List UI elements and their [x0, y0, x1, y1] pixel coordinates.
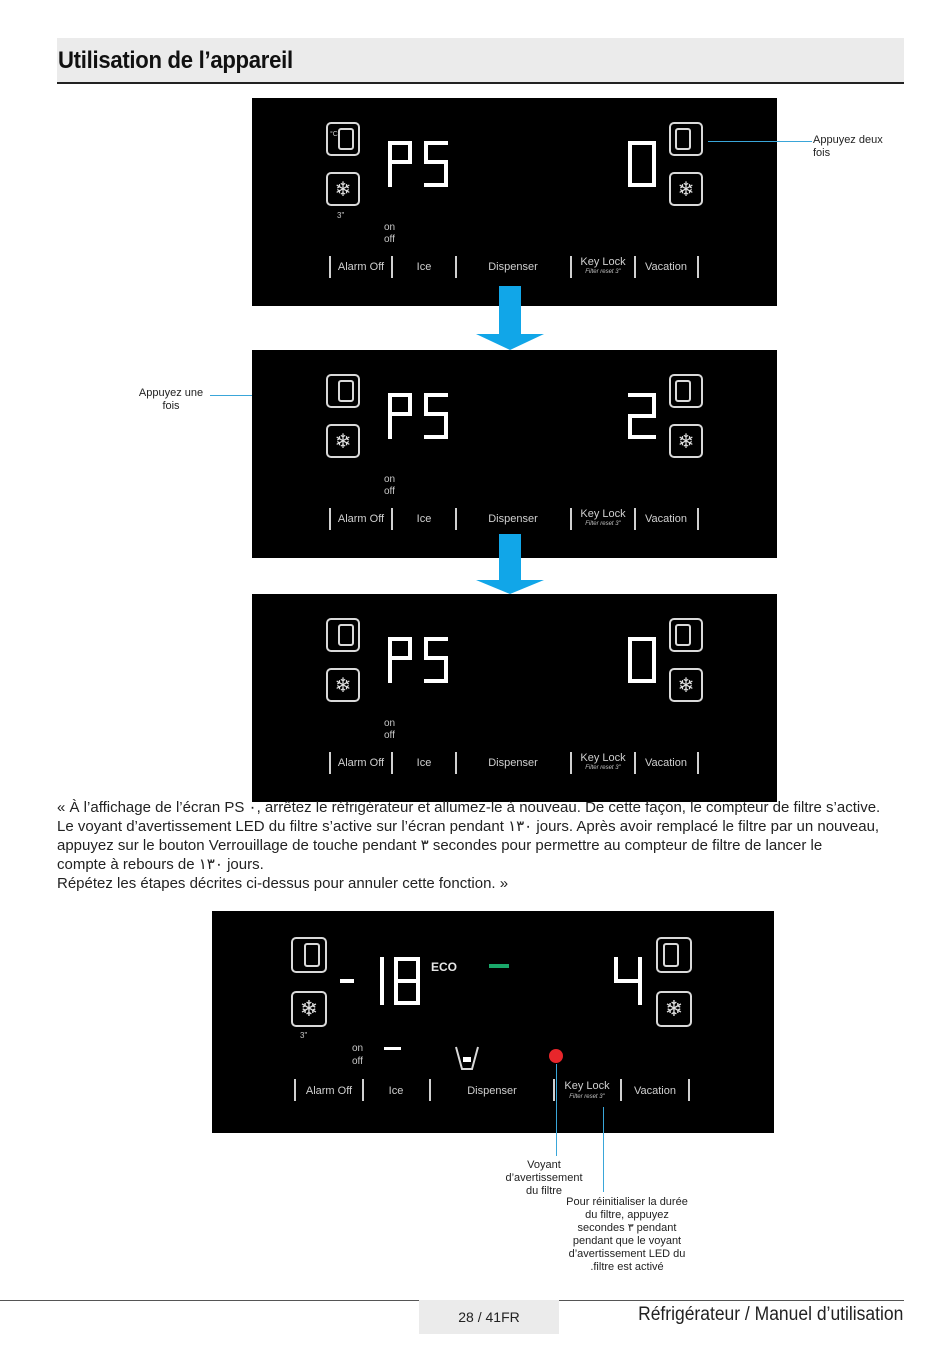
callout-filter-warning: Voyant d’avertissement du filtre [505, 1159, 583, 1197]
freezer-snowflake-icon [327, 173, 359, 205]
panel-2-display [252, 350, 777, 558]
vacation-button: Vacation [645, 261, 687, 273]
freezer-snowflake-icon-right [670, 669, 702, 701]
display-digit-right-2 [628, 393, 656, 439]
down-arrow-head-1 [476, 334, 544, 350]
callout-line-reset [603, 1107, 604, 1192]
display-digit-right-3 [628, 637, 656, 683]
on-off-indicator [384, 1047, 401, 1050]
display-digit-right [628, 141, 656, 187]
control-panel-normal [212, 911, 774, 1133]
dispenser-button: Dispenser [467, 1085, 517, 1097]
eco-bar-indicator [489, 964, 509, 968]
paragraph-line-5: Répétez les étapes décrites ci-dessus pour annuler cette fonction. » [57, 875, 509, 892]
fridge-temp-icon-right [670, 619, 702, 651]
callout-line-filter-warning [556, 1064, 557, 1156]
freezer-snowflake-icon [292, 992, 326, 1026]
display-freezer-temp [340, 957, 420, 1005]
freezer-snowflake-icon [327, 425, 359, 457]
ice-button: Ice [416, 513, 432, 525]
callout-line-press-twice [708, 141, 812, 142]
freezer-snowflake-icon-right [670, 425, 702, 457]
dispenser-button: Dispenser [488, 513, 538, 525]
callout-line-press-once [210, 395, 252, 396]
display-fridge-temp [614, 957, 642, 1005]
on-label: on [384, 222, 396, 233]
celsius-label: °C [330, 131, 338, 138]
down-arrow-2 [499, 534, 521, 582]
control-panel-2 [252, 350, 777, 558]
filter-reset-label: Filter reset 3" [585, 521, 621, 527]
off-label: off [384, 234, 395, 245]
freezer-snowflake-icon-right [657, 992, 691, 1026]
footer-title: Réfrigérateur / Manuel d’utilisation [637, 1304, 903, 1325]
freezer-snowflake-icon-right [670, 173, 702, 205]
paragraph-line-4: compte à rebours de ١٣٠ jours. [57, 856, 264, 873]
paragraph-line-2: Le voyant d’avertissement LED du filtre s’active sur l’écran pendant ١٣٠ jours. Après avoir remplacé le filtre par un nouveau, [57, 818, 880, 835]
panel-3-display [252, 594, 777, 802]
fridge-temp-icon-right [657, 938, 691, 972]
off-label: off [384, 486, 395, 497]
freezer-snowflake-icon [327, 669, 359, 701]
control-panel-1 [252, 98, 777, 306]
fridge-temp-icon [327, 375, 359, 407]
paragraph-line-3: appuyez sur le bouton Verrouillage de touche pendant ٣ secondes pour permettre au compteur de filtre de lancer le [57, 837, 823, 854]
alarm-off-button: Alarm Off [337, 513, 385, 525]
panel-normal-display [212, 911, 774, 1133]
callout-reset-instruction: Pour réinitialiser la durée du filtre, appuyez secondes ٣ pendant pendant que le voyant d’avertissement LED du .filtre est activé [566, 1196, 688, 1273]
off-label: off [352, 1056, 363, 1067]
key-lock-button: Key Lock [580, 256, 626, 268]
callout-press-once: Appuyez une fois [138, 387, 204, 412]
down-arrow-1 [499, 286, 521, 334]
vacation-button: Vacation [645, 757, 687, 769]
control-panel-3 [252, 594, 777, 802]
paragraph-line-1: « À l’affichage de l’écran PS ٠, arrêtez le réfrigérateur et allumez-le à nouveau. De cette façon, le compteur de filtre s’active. [57, 799, 881, 816]
lamp-3-label: 3" [337, 211, 345, 220]
filter-warning-led [549, 1049, 563, 1063]
callout-press-twice: Appuyez deux fois [813, 134, 883, 159]
water-glass-icon [456, 1047, 478, 1069]
lamp-3-label: 3" [300, 1031, 308, 1040]
display-digits-ps [388, 637, 448, 683]
fridge-temp-icon [292, 938, 326, 972]
vacation-button: Vacation [634, 1085, 676, 1097]
fridge-temp-icon-right [670, 123, 702, 155]
off-label: off [384, 730, 395, 741]
page-number: 28 / 41FR [458, 1309, 520, 1325]
ice-button: Ice [416, 757, 432, 769]
down-arrow-head-2 [476, 580, 544, 594]
filter-reset-label: Filter reset 3" [585, 765, 621, 771]
snowflake-glyph: ❄ [334, 179, 352, 201]
fridge-temp-icon [327, 123, 359, 155]
svg-text:❄: ❄ [677, 179, 695, 201]
instruction-paragraph [57, 798, 907, 893]
filter-reset-label: Filter reset 3" [585, 269, 621, 275]
ice-button: Ice [388, 1085, 404, 1097]
svg-text:❄: ❄ [299, 996, 319, 1021]
alarm-off-button: Alarm Off [337, 261, 385, 273]
on-label: on [384, 474, 396, 485]
key-lock-button: Key Lock [580, 752, 626, 764]
vacation-button: Vacation [645, 513, 687, 525]
panel-1-display [252, 98, 777, 306]
key-lock-button: Key Lock [564, 1080, 610, 1092]
svg-text:❄: ❄ [664, 996, 684, 1021]
svg-text:❄: ❄ [677, 431, 695, 453]
section-title: Utilisation de l’appareil [58, 47, 293, 74]
ice-button: Ice [416, 261, 432, 273]
dispenser-button: Dispenser [488, 757, 538, 769]
fridge-temp-icon-right [670, 375, 702, 407]
display-digits-ps [388, 141, 448, 187]
key-lock-button: Key Lock [580, 508, 626, 520]
fridge-temp-icon [327, 619, 359, 651]
display-digits-ps [388, 393, 448, 439]
on-label: on [384, 718, 396, 729]
svg-text:❄: ❄ [334, 675, 352, 697]
dispenser-button: Dispenser [488, 261, 538, 273]
filter-reset-label: Filter reset 3" [569, 1094, 605, 1100]
eco-label: ECO [431, 960, 458, 974]
svg-text:❄: ❄ [334, 431, 352, 453]
alarm-off-button: Alarm Off [305, 1085, 353, 1097]
svg-text:❄: ❄ [677, 675, 695, 697]
alarm-off-button: Alarm Off [337, 757, 385, 769]
on-label: on [352, 1043, 364, 1054]
